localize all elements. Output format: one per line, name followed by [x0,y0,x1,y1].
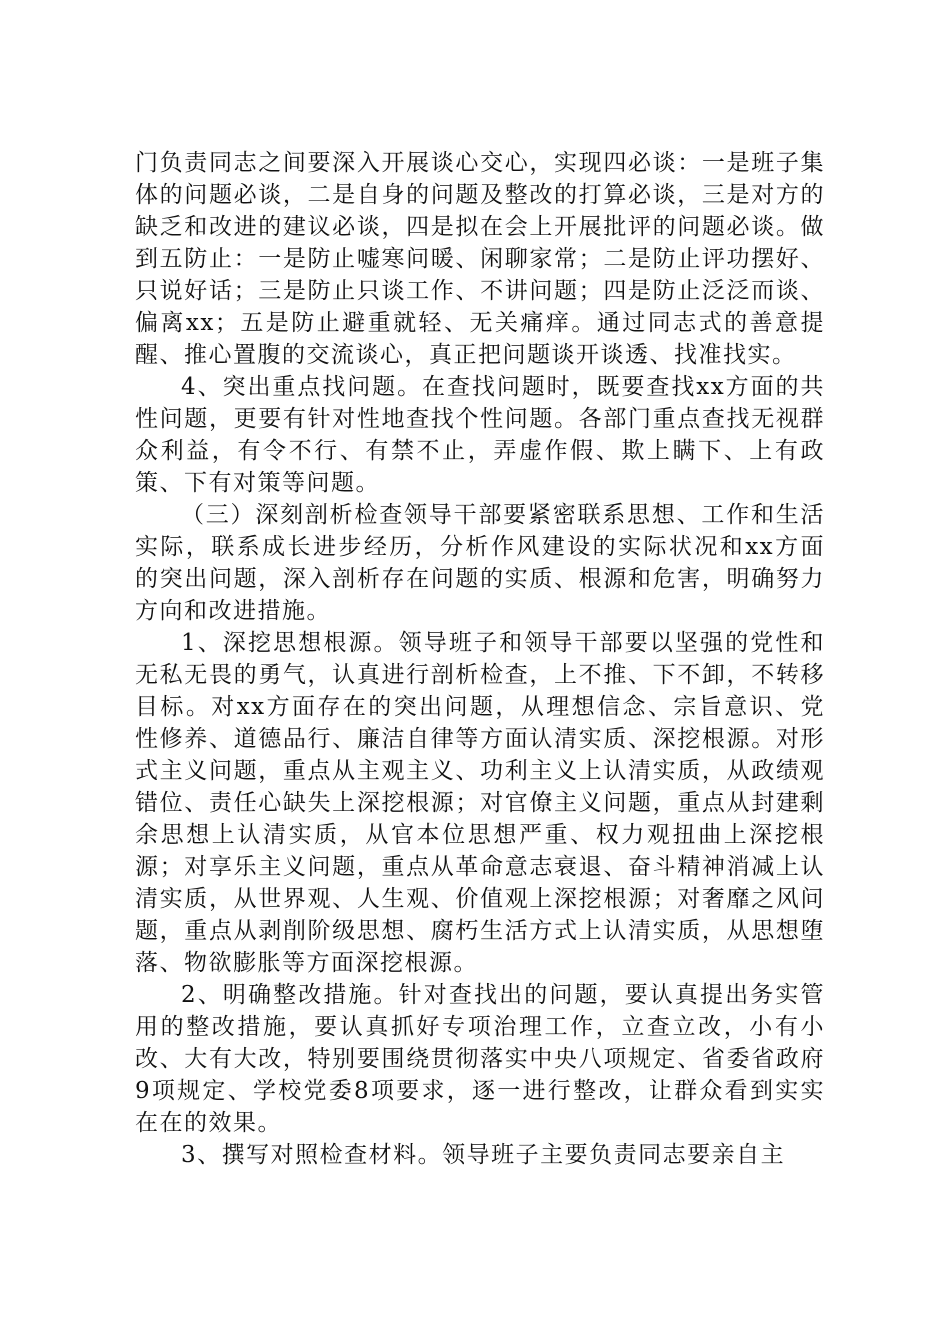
paragraph-item-1: 1、深挖思想根源。领导班子和领导干部要以坚强的党性和无私无畏的勇气，认真进行剖析检查，上不推、下不卸，不转移目标。对xx方面存在的突出问题，从理想信念、宗旨意识、党性修养、道德品行、廉洁自律等方面认清实质、深挖根源。对形式主义问题，重点从主观主义、功利主义上认清实质，从政绩观错位、责任心缺失上深挖根源；对官僚主义问题，重点从封建剩余思想上认清实质，从官本位思想严重、权力观扭曲上深挖根源；对享乐主义问题，重点从革命意志衰退、奋斗精神消减上认清实质，从世界观、人生观、价值观上深挖根源；对奢靡之风问题，重点从剥削阶级思想、腐朽生活方式上认清实质，从思想堕落、物欲膨胀等方面深挖根源。 [135,630,825,976]
paragraph-item-3: 3、撰写对照检查材料。领导班子主要负责同志要亲自主 [181,1142,786,1168]
paragraph-section-3: （三）深刻剖析检查领导干部要紧密联系思想、工作和生活实际，联系成长进步经历，分析作风建设的实际状况和xx方面的突出问题，深入剖析存在问题的实质、根源和危害，明确努力方向和改进措施。 [135,502,825,624]
paragraph-item-2: 2、明确整改措施。针对查找出的问题，要认真提出务实管用的整改措施，要认真抓好专项治理工作，立查立改，小有小改、大有大改，特别要围绕贯彻落实中央八项规定、省委省政府9项规定、学校党委8项要求，逐一进行整改，让群众看到实实在在的效果。 [135,982,825,1136]
paragraph-item-4: 4、突出重点找问题。在查找问题时，既要查找xx方面的共性问题，更要有针对性地查找个性问题。各部门重点查找无视群众利益，有令不行、有禁不止，弄虚作假、欺上瞒下、上有政策、下有对策等问题。 [135,374,825,496]
paragraph-continuation: 门负责同志之间要深入开展谈心交心，实现四必谈：一是班子集体的问题必谈，二是自身的问题及整改的打算必谈，三是对方的缺乏和改进的建议必谈，四是拟在会上开展批评的问题必谈。做到五防止：一是防止嘘寒问暖、闲聊家常；二是防止评功摆好、只说好话；三是防止只谈工作、不讲问题；四是防止泛泛而谈、偏离xx；五是防止避重就轻、无关痛痒。通过同志式的善意提醒、推心置腹的交流谈心，真正把问题谈开谈透、找准找实。 [135,150,825,368]
body-text [135,147,825,1171]
